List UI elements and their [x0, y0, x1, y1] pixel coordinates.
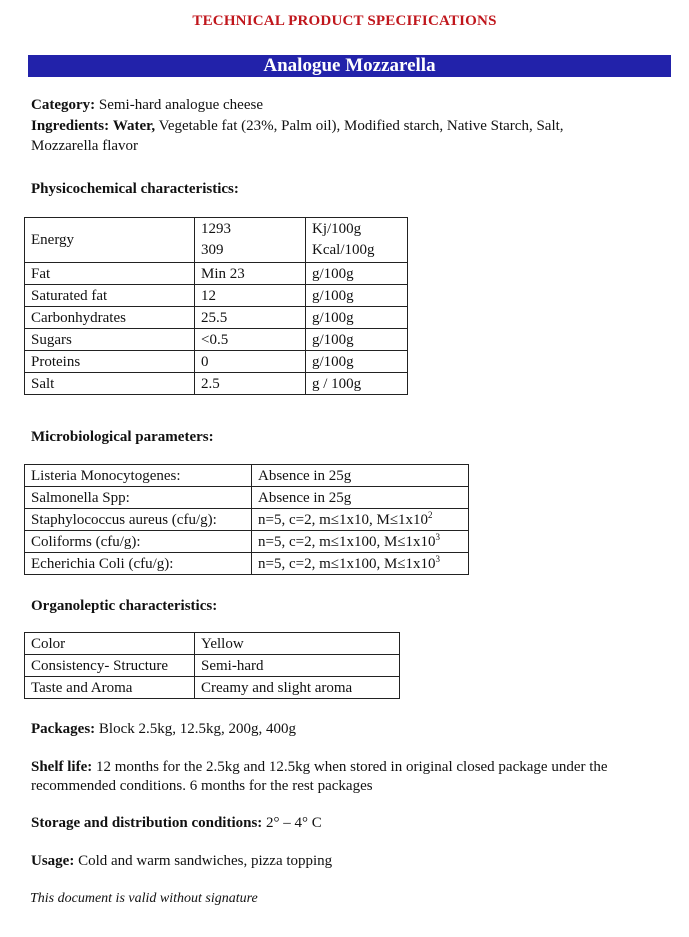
organo-name: Taste and Aroma: [25, 677, 195, 699]
micro-value-exponent: 3: [435, 553, 441, 564]
shelf-life-label: Shelf life:: [31, 759, 93, 775]
micro-value-text: n=5, c=2, m≤1x100, M≤1x10: [258, 555, 436, 572]
table-row: [25, 655, 400, 677]
usage-value: Cold and warm sandwiches, pizza topping: [78, 853, 333, 869]
physico-unit: g/100g: [306, 307, 408, 329]
table-row: [25, 677, 400, 699]
physico-name: Sugars: [25, 329, 195, 351]
micro-name: Staphylococcus aureus (cfu/g):: [25, 509, 252, 531]
micro-value: [252, 509, 469, 531]
shelf-life-line-2: recommended conditions. 6 months for the rest packages: [31, 778, 373, 794]
physico-name: Carbonhydrates: [25, 307, 195, 329]
category-label: Category:: [31, 97, 96, 113]
packages-line: [31, 719, 671, 739]
document-title: TECHNICAL PRODUCT SPECIFICATIONS: [192, 13, 497, 29]
physico-unit: g/100g: [306, 351, 408, 373]
energy-unit-kcal: Kcal/100g: [312, 242, 375, 258]
micro-value-text: Absence in 25g: [258, 489, 352, 506]
packages-value: Block 2.5kg, 12.5kg, 200g, 400g: [98, 721, 296, 737]
organo-table: [24, 632, 400, 699]
table-row: [25, 373, 408, 395]
micro-name: Echerichia Coli (cfu/g):: [25, 553, 252, 575]
energy-units: [306, 218, 408, 263]
ingredients-line: [31, 116, 671, 136]
micro-name: Listeria Monocytogenes:: [25, 465, 252, 487]
micro-name: Coliforms (cfu/g):: [25, 531, 252, 553]
physico-name: Salt: [25, 373, 195, 395]
packages-label: Packages:: [31, 721, 96, 737]
physico-value: 0: [195, 351, 306, 373]
micro-value-text: n=5, c=2, m≤1x10, M≤1x10: [258, 511, 429, 528]
micro-value-exponent: 2: [428, 509, 433, 520]
table-row: [25, 218, 408, 263]
physico-value: 25.5: [195, 307, 306, 329]
micro-name: Salmonella Spp:: [25, 487, 252, 509]
table-row: [25, 465, 469, 487]
energy-value-kcal: 309: [201, 242, 224, 258]
physico-value: Min 23: [195, 263, 306, 285]
table-row: [25, 633, 400, 655]
micro-table: [24, 464, 469, 575]
energy-values: [195, 218, 306, 263]
usage-line: [31, 851, 671, 871]
energy-name: Energy: [25, 218, 195, 263]
micro-value: [252, 487, 469, 509]
table-row: [25, 553, 469, 575]
micro-value-exponent: 3: [435, 531, 441, 542]
micro-value: [252, 531, 469, 553]
energy-unit-kj: Kj/100g: [312, 221, 362, 237]
table-row: [25, 487, 469, 509]
table-row: [25, 307, 408, 329]
physico-name: Saturated fat: [25, 285, 195, 307]
organo-name: Consistency- Structure: [25, 655, 195, 677]
organo-name: Color: [25, 633, 195, 655]
ingredients-label: Ingredients:: [31, 118, 110, 134]
shelf-life-value: 12 months for the 2.5kg and 12.5kg when stored in original closed package under the: [96, 759, 608, 775]
physico-value: 12: [195, 285, 306, 307]
physico-name: Fat: [25, 263, 195, 285]
micro-value: [252, 553, 469, 575]
micro-heading: Microbiological parameters:: [31, 429, 214, 445]
physico-value: <0.5: [195, 329, 306, 351]
table-row: [25, 285, 408, 307]
storage-line: [31, 813, 671, 833]
energy-value-kj: 1293: [201, 221, 231, 237]
physico-unit: g/100g: [306, 263, 408, 285]
physico-unit: g/100g: [306, 329, 408, 351]
category-value: Semi-hard analogue cheese: [98, 97, 263, 113]
physico-unit: g / 100g: [306, 373, 408, 395]
physico-name: Proteins: [25, 351, 195, 373]
organo-value: Creamy and slight aroma: [195, 677, 400, 699]
usage-label: Usage:: [31, 853, 75, 869]
storage-label: Storage and distribution conditions:: [31, 815, 263, 831]
physico-value: 2.5: [195, 373, 306, 395]
physico-heading: Physicochemical characteristics:: [31, 181, 239, 197]
table-row: [25, 509, 469, 531]
physico-table: [24, 217, 408, 395]
ingredients-value: Vegetable fat (23%, Palm oil), Modified starch, Native Starch, Salt,: [158, 118, 564, 134]
storage-value: 2° – 4° C: [266, 815, 322, 831]
organo-value: Yellow: [195, 633, 400, 655]
organo-heading: Organoleptic characteristics:: [31, 598, 218, 614]
ingredients-bold-value: Water,: [112, 118, 156, 134]
table-row: [25, 351, 408, 373]
ingredients-line-2: Mozzarella flavor: [31, 138, 139, 154]
table-row: [25, 531, 469, 553]
product-name-banner: Analogue Mozzarella: [28, 55, 671, 77]
micro-value-text: n=5, c=2, m≤1x100, M≤1x10: [258, 533, 436, 550]
table-row: [25, 263, 408, 285]
micro-value: [252, 465, 469, 487]
physico-unit: g/100g: [306, 285, 408, 307]
footer-note: This document is valid without signature: [30, 891, 258, 906]
shelf-life-line: [31, 757, 671, 777]
organo-value: Semi-hard: [195, 655, 400, 677]
micro-value-text: Absence in 25g: [258, 467, 352, 484]
table-row: [25, 329, 408, 351]
category-line: [31, 95, 671, 115]
